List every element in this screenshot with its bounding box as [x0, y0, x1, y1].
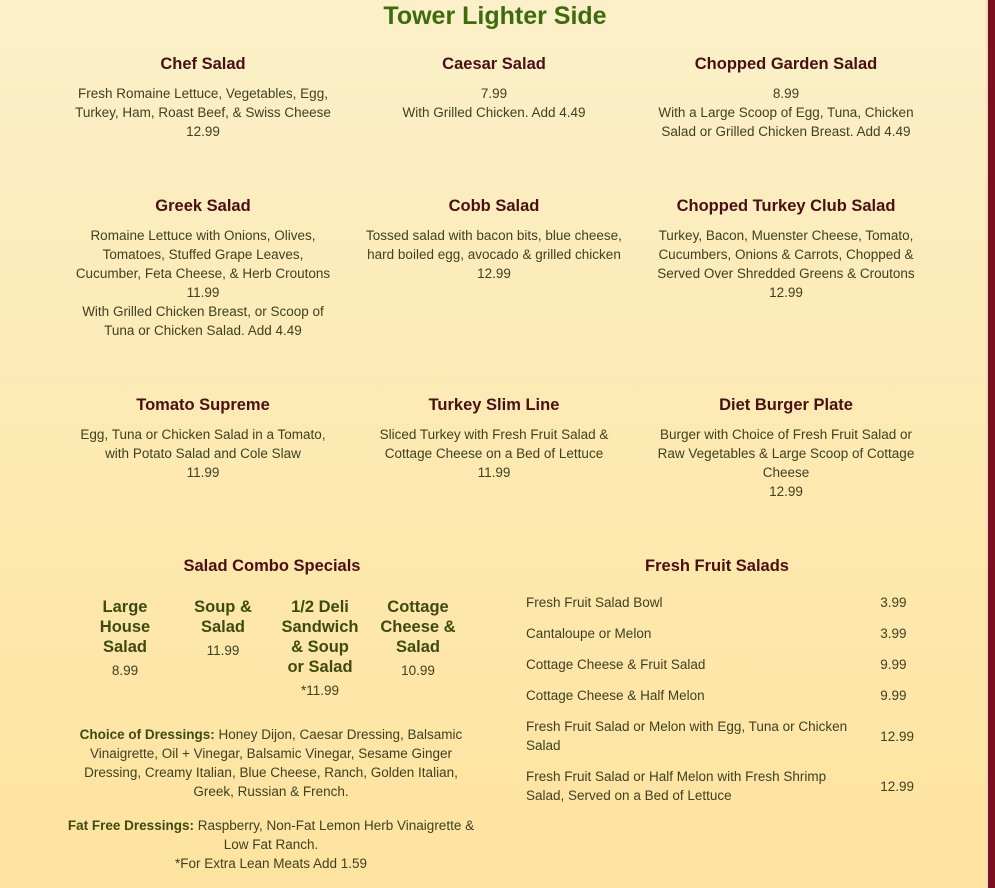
- fruit-item-name: Fresh Fruit Salad Bowl: [526, 595, 663, 610]
- salad-price: 12.99: [477, 266, 511, 281]
- fruit-item-name: Cottage Cheese & Half Melon: [526, 688, 705, 703]
- table-row: [520, 618, 920, 649]
- table-row: [520, 761, 920, 811]
- dressings-label: Choice of Dressings:: [79, 727, 215, 742]
- salad-name: Chopped Garden Salad: [694, 55, 878, 73]
- combo-item-large-house-salad: [80, 597, 170, 680]
- table-row: [520, 587, 920, 618]
- combo-item-name: 1/2 Deli Sandwich & Soup or Salad: [281, 598, 359, 676]
- salad-chopped-turkey-club: [656, 196, 916, 302]
- salad-price: 7.99: [480, 86, 508, 101]
- salad-description: 8.99 With a Large Scoop of Egg, Tuna, Chicken Salad or Grilled Chicken Breast. Add 4.49: [658, 86, 914, 139]
- salad-name: Tomato Supreme: [136, 396, 270, 414]
- salad-description: Egg, Tuna or Chicken Salad in a Tomato, with Potato Salad and Cole Slaw 11.99: [80, 427, 326, 480]
- fruit-item-name: Cantaloupe or Melon: [526, 626, 652, 641]
- salad-turkey-slim-line: [364, 395, 624, 482]
- combo-item-deli-sandwich: [275, 597, 365, 700]
- fruit-item-price: 9.99: [880, 688, 907, 703]
- fruit-item-price: 12.99: [880, 778, 914, 794]
- combo-item-price: 10.99: [401, 663, 435, 678]
- right-border: [988, 0, 995, 888]
- combo-item-cottage-cheese: [373, 597, 463, 680]
- salad-name: Cobb Salad: [448, 197, 540, 215]
- combo-item-price: 8.99: [111, 663, 139, 678]
- salad-description: 7.99 With Grilled Chicken. Add 4.49: [402, 86, 586, 120]
- salad-name: Turkey Slim Line: [428, 396, 560, 414]
- fruit-salads-table: [520, 587, 920, 811]
- salad-name: Chopped Turkey Club Salad: [676, 197, 896, 215]
- salad-caesar: [364, 54, 624, 122]
- fruit-item-price: 12.99: [880, 728, 914, 744]
- fat-free-label: Fat Free Dressings:: [67, 818, 194, 833]
- salad-description: Sliced Turkey with Fresh Fruit Salad & Cottage Cheese on a Bed of Lettuce 11.99: [379, 427, 609, 480]
- combo-item-price: 11.99: [206, 643, 240, 658]
- salad-name: Diet Burger Plate: [719, 396, 853, 414]
- combo-item-name: Soup & Salad: [194, 598, 252, 636]
- fruit-item-name: Cottage Cheese & Fruit Salad: [526, 657, 706, 672]
- salad-price: 11.99: [186, 285, 220, 300]
- salad-cobb: [364, 196, 624, 283]
- combo-item-name: Large House Salad: [99, 598, 151, 656]
- salad-price: 11.99: [477, 465, 511, 480]
- salad-price: 12.99: [186, 124, 220, 139]
- salad-description: Turkey, Bacon, Muenster Cheese, Tomato, Cucumbers, Onions & Carrots, Chopped & Served Over Shredded Greens & Croutons 12.99: [657, 228, 915, 300]
- table-row: [520, 649, 920, 680]
- salad-chopped-garden: [656, 54, 916, 141]
- salad-chef: [73, 54, 333, 141]
- combo-item-price: *11.99: [300, 683, 340, 698]
- salad-name: Caesar Salad: [442, 55, 546, 73]
- dressings-choice: [65, 725, 477, 801]
- salad-price: 12.99: [769, 484, 803, 499]
- combo-section-title: Salad Combo Specials: [183, 557, 361, 575]
- extra-lean-note: *For Extra Lean Meats Add 1.59: [174, 856, 368, 871]
- table-row: [520, 680, 920, 711]
- combo-item-name: Cottage Cheese & Salad: [380, 598, 456, 656]
- table-row: [520, 711, 920, 761]
- page-title: Tower Lighter Side: [383, 2, 607, 30]
- salad-greek: [73, 196, 333, 340]
- salad-description: Burger with Choice of Fresh Fruit Salad or Raw Vegetables & Large Scoop of Cottage Cheese 12.99: [657, 427, 915, 499]
- fat-free-dressings: [65, 816, 477, 873]
- salad-description: Romaine Lettuce with Onions, Olives, Tomatoes, Stuffed Grape Leaves, Cucumber, Feta Cheese, & Herb Croutons 11.99 With Grilled Chicken Breast, or Scoop of Tuna or Chicken Salad. Add 4.49: [75, 228, 331, 338]
- salad-description: Tossed salad with bacon bits, blue cheese, hard boiled egg, avocado & grilled chicken 12.99: [366, 228, 622, 281]
- salad-diet-burger-plate: [656, 395, 916, 501]
- salad-description: Fresh Romaine Lettuce, Vegetables, Egg, Turkey, Ham, Roast Beef, & Swiss Cheese 12.99: [75, 86, 331, 139]
- fruit-item-name: Fresh Fruit Salad or Half Melon with Fresh Shrimp Salad, Served on a Bed of Lettuce: [526, 769, 827, 803]
- dressings-list: Honey Dijon, Caesar Dressing, Balsamic Vinaigrette, Oil + Vinegar, Balsamic Vinegar, Sesame Ginger Dressing, Creamy Italian, Blue Cheese, Ranch, Golden Italian, Greek, Russian & French.: [84, 727, 463, 799]
- fat-free-list: Raspberry, Non-Fat Lemon Herb Vinaigrette & Low Fat Ranch.: [193, 818, 475, 852]
- salad-price: 12.99: [769, 285, 803, 300]
- salad-price: 11.99: [186, 465, 220, 480]
- fruit-item-name: Fresh Fruit Salad or Melon with Egg, Tuna or Chicken Salad: [526, 719, 848, 753]
- fruit-item-price: 3.99: [880, 626, 907, 641]
- salad-tomato-supreme: [73, 395, 333, 482]
- fruit-section-title: Fresh Fruit Salads: [645, 557, 789, 575]
- combo-item-soup-salad: [178, 597, 268, 660]
- fruit-item-price: 3.99: [880, 595, 907, 610]
- salad-price: 8.99: [772, 86, 800, 101]
- salad-name: Chef Salad: [160, 55, 246, 73]
- fruit-item-price: 9.99: [880, 657, 907, 672]
- salad-name: Greek Salad: [155, 197, 251, 215]
